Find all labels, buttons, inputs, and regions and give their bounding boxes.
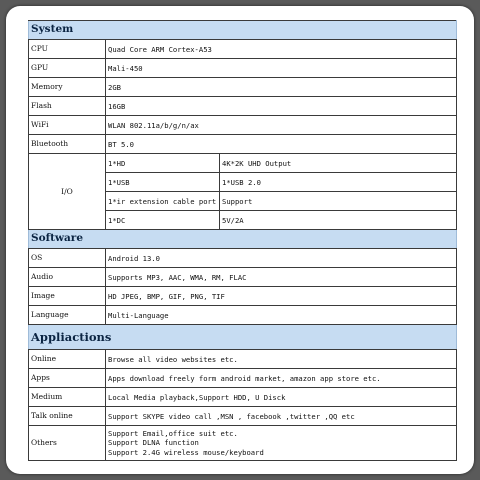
spec-row-talk-online bbox=[29, 407, 457, 426]
spec-value: Local Media playback,Support HDD, U Disck bbox=[106, 388, 457, 407]
spec-value: Apps download freely form android market, amazon app store etc. bbox=[106, 369, 457, 388]
io-detail: Support bbox=[220, 192, 457, 211]
spec-value: WLAN 802.11a/b/g/n/ax bbox=[106, 116, 457, 135]
spec-table bbox=[28, 20, 457, 461]
spec-label: Flash bbox=[29, 97, 106, 116]
section-header-software bbox=[29, 230, 457, 249]
spec-row-bluetooth bbox=[29, 135, 457, 154]
io-row bbox=[29, 154, 457, 173]
spec-label: GPU bbox=[29, 59, 106, 78]
others-line: Support Email,office suit etc. bbox=[108, 428, 238, 438]
spec-label: WiFi bbox=[29, 116, 106, 135]
spec-row-os bbox=[29, 249, 457, 268]
others-line: Support 2.4G wireless mouse/keyboard bbox=[108, 447, 264, 457]
spec-row-gpu bbox=[29, 59, 457, 78]
spec-row-audio bbox=[29, 268, 457, 287]
spec-row-apps bbox=[29, 369, 457, 388]
section-title: System bbox=[29, 21, 457, 40]
spec-row-others bbox=[29, 426, 457, 461]
spec-row-memory bbox=[29, 78, 457, 97]
spec-value: Supports MP3, AAC, WMA, RM, FLAC bbox=[106, 268, 457, 287]
spec-row-image bbox=[29, 287, 457, 306]
io-port: 1*HD bbox=[106, 154, 220, 173]
spec-label: Online bbox=[29, 350, 106, 369]
spec-row-medium bbox=[29, 388, 457, 407]
spec-value: Multi-Language bbox=[106, 306, 457, 325]
spec-row-wifi bbox=[29, 116, 457, 135]
spec-value: Quad Core ARM Cortex-A53 bbox=[106, 40, 457, 59]
section-title: Appliactions bbox=[29, 325, 457, 350]
spec-label: Language bbox=[29, 306, 106, 325]
spec-value: BT 5.0 bbox=[106, 135, 457, 154]
spec-value: Android 13.0 bbox=[106, 249, 457, 268]
image-frame bbox=[6, 6, 474, 474]
spec-sheet bbox=[28, 20, 456, 461]
io-port: 1*ir extension cable port bbox=[106, 192, 220, 211]
spec-label: Medium bbox=[29, 388, 106, 407]
io-detail: 4K*2K UHD Output bbox=[220, 154, 457, 173]
spec-value: Support SKYPE video call ,MSN , facebook ,twitter ,QQ etc bbox=[106, 407, 457, 426]
section-header-system bbox=[29, 21, 457, 40]
spec-value: 2GB bbox=[106, 78, 457, 97]
spec-label: Image bbox=[29, 287, 106, 306]
spec-row-flash bbox=[29, 97, 457, 116]
spec-value: Browse all video websites etc. bbox=[106, 350, 457, 369]
spec-label: Bluetooth bbox=[29, 135, 106, 154]
spec-row-online bbox=[29, 350, 457, 369]
io-port: 1*DC bbox=[106, 211, 220, 230]
others-line: Support DLNA function bbox=[108, 438, 199, 448]
spec-label: CPU bbox=[29, 40, 106, 59]
spec-row-cpu bbox=[29, 40, 457, 59]
io-detail: 1*USB 2.0 bbox=[220, 173, 457, 192]
io-detail: 5V/2A bbox=[220, 211, 457, 230]
spec-label: Talk online bbox=[29, 407, 106, 426]
spec-label: Memory bbox=[29, 78, 106, 97]
section-header-applications bbox=[29, 325, 457, 350]
spec-value-multiline bbox=[106, 426, 457, 461]
spec-label: OS bbox=[29, 249, 106, 268]
io-label: I/O bbox=[29, 154, 106, 230]
io-port: 1*USB bbox=[106, 173, 220, 192]
spec-label: Others bbox=[29, 426, 106, 461]
spec-value: HD JPEG, BMP, GIF, PNG, TIF bbox=[106, 287, 457, 306]
spec-value: 16GB bbox=[106, 97, 457, 116]
spec-row-language bbox=[29, 306, 457, 325]
spec-value: Mali-450 bbox=[106, 59, 457, 78]
spec-label: Apps bbox=[29, 369, 106, 388]
spec-label: Audio bbox=[29, 268, 106, 287]
section-title: Software bbox=[29, 230, 457, 249]
